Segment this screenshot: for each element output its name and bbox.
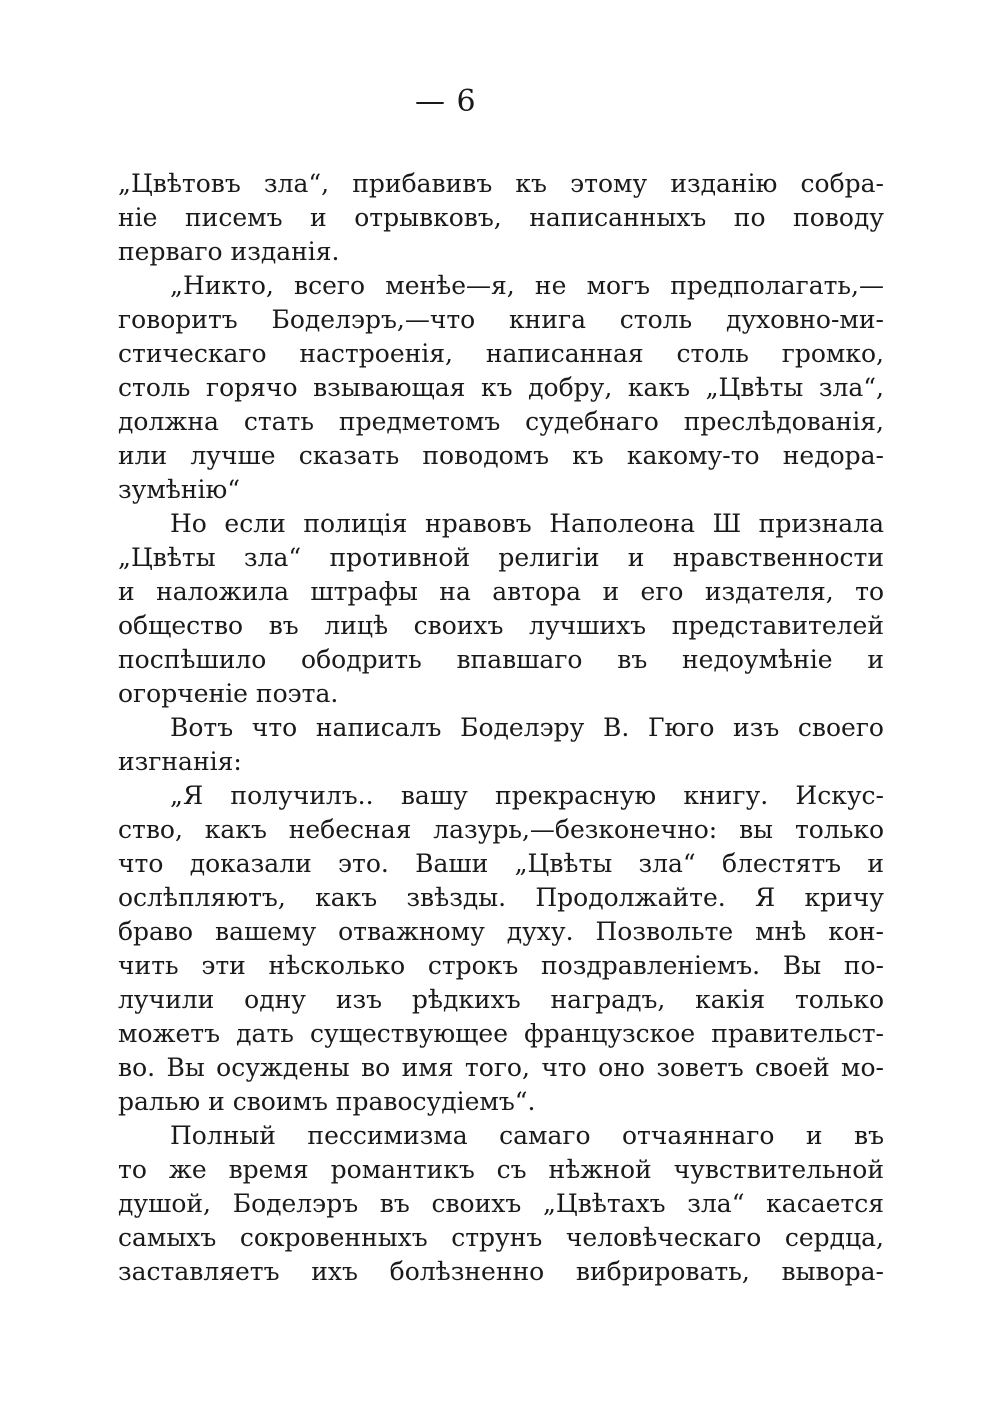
text-line: стическаго настроенія, написанная столь громко, <box>118 339 884 368</box>
text-line: должна стать предметомъ судебнаго преслѣдованія, <box>118 407 884 436</box>
text-line: „Я получилъ.. вашу прекрасную книгу. Искус- <box>170 781 884 810</box>
text-line: „Цвѣтовъ зла“, прибавивъ къ этому изданію собра- <box>118 169 884 198</box>
text-line: что доказали это. Ваши „Цвѣты зла“ блестятъ и <box>118 849 884 878</box>
text-line: Полный пессимизма самаго отчаяннаго и въ <box>170 1121 884 1150</box>
text-line: Вотъ что написалъ Боделэру В. Гюго изъ своего <box>170 713 884 742</box>
text-line: общество въ лицѣ своихъ лучшихъ представителей <box>118 611 884 640</box>
text-line: браво вашему отважному духу. Позвольте мнѣ кон- <box>118 917 884 946</box>
paragraph-quote <box>118 779 884 1119</box>
text-line: лучили одну изъ рѣдкихъ наградъ, какія только <box>118 985 884 1014</box>
paragraph <box>118 507 884 711</box>
text-line: зумѣнію“ <box>118 475 241 504</box>
text-line: ніе писемъ и отрывковъ, написанныхъ по поводу <box>118 203 884 232</box>
text-line: ство, какъ небесная лазурь,—безконечно: вы только <box>118 815 884 844</box>
text-line: или лучше сказать поводомъ къ какому-то недора- <box>118 441 884 470</box>
paragraph <box>118 269 884 507</box>
text-line: поспѣшило ободрить впавшаго въ недоумѣніе и <box>118 645 884 674</box>
text-line: изгнанія: <box>118 747 242 776</box>
body-text <box>118 167 884 1289</box>
text-line: говоритъ Боделэръ,—что книга столь духовно-ми- <box>118 305 884 334</box>
text-line: ралью и своимъ правосудіемъ“. <box>118 1087 536 1116</box>
paragraph <box>118 711 884 779</box>
paragraph <box>118 167 884 269</box>
text-line: огорченіе поэта. <box>118 679 339 708</box>
text-line: Но если полиція нравовъ Наполеона Ш признала <box>170 509 884 538</box>
paragraph <box>118 1119 884 1289</box>
text-line: заставляетъ ихъ болѣзненно вибрировать, вывора- <box>118 1257 884 1286</box>
text-line: душой, Боделэръ въ своихъ „Цвѣтахъ зла“ касается <box>118 1189 884 1218</box>
text-line: перваго изданія. <box>118 237 340 266</box>
text-line: самыхъ сокровенныхъ струнъ человѣческаго сердца, <box>118 1223 884 1252</box>
page-number: — 6 <box>415 84 477 119</box>
text-line: можетъ дать существующее французское правительст- <box>118 1019 884 1048</box>
text-line: „Никто, всего менѣе—я, не могъ предполагать,— <box>170 271 884 300</box>
text-line: во. Вы осуждены во имя того, что оно зоветъ своей мо- <box>118 1053 884 1082</box>
text-line: и наложила штрафы на автора и его издателя, то <box>118 577 884 606</box>
text-line: ослѣпляютъ, какъ звѣзды. Продолжайте. Я кричу <box>118 883 884 912</box>
text-line: „Цвѣты зла“ противной религіи и нравственности <box>118 543 884 572</box>
text-line: столь горячо взывающая къ добру, какъ „Цвѣты зла“, <box>118 373 884 402</box>
text-line: чить эти нѣсколько строкъ поздравленіемъ. Вы по- <box>118 951 884 980</box>
text-line: то же время романтикъ съ нѣжной чувствительной <box>118 1155 884 1184</box>
